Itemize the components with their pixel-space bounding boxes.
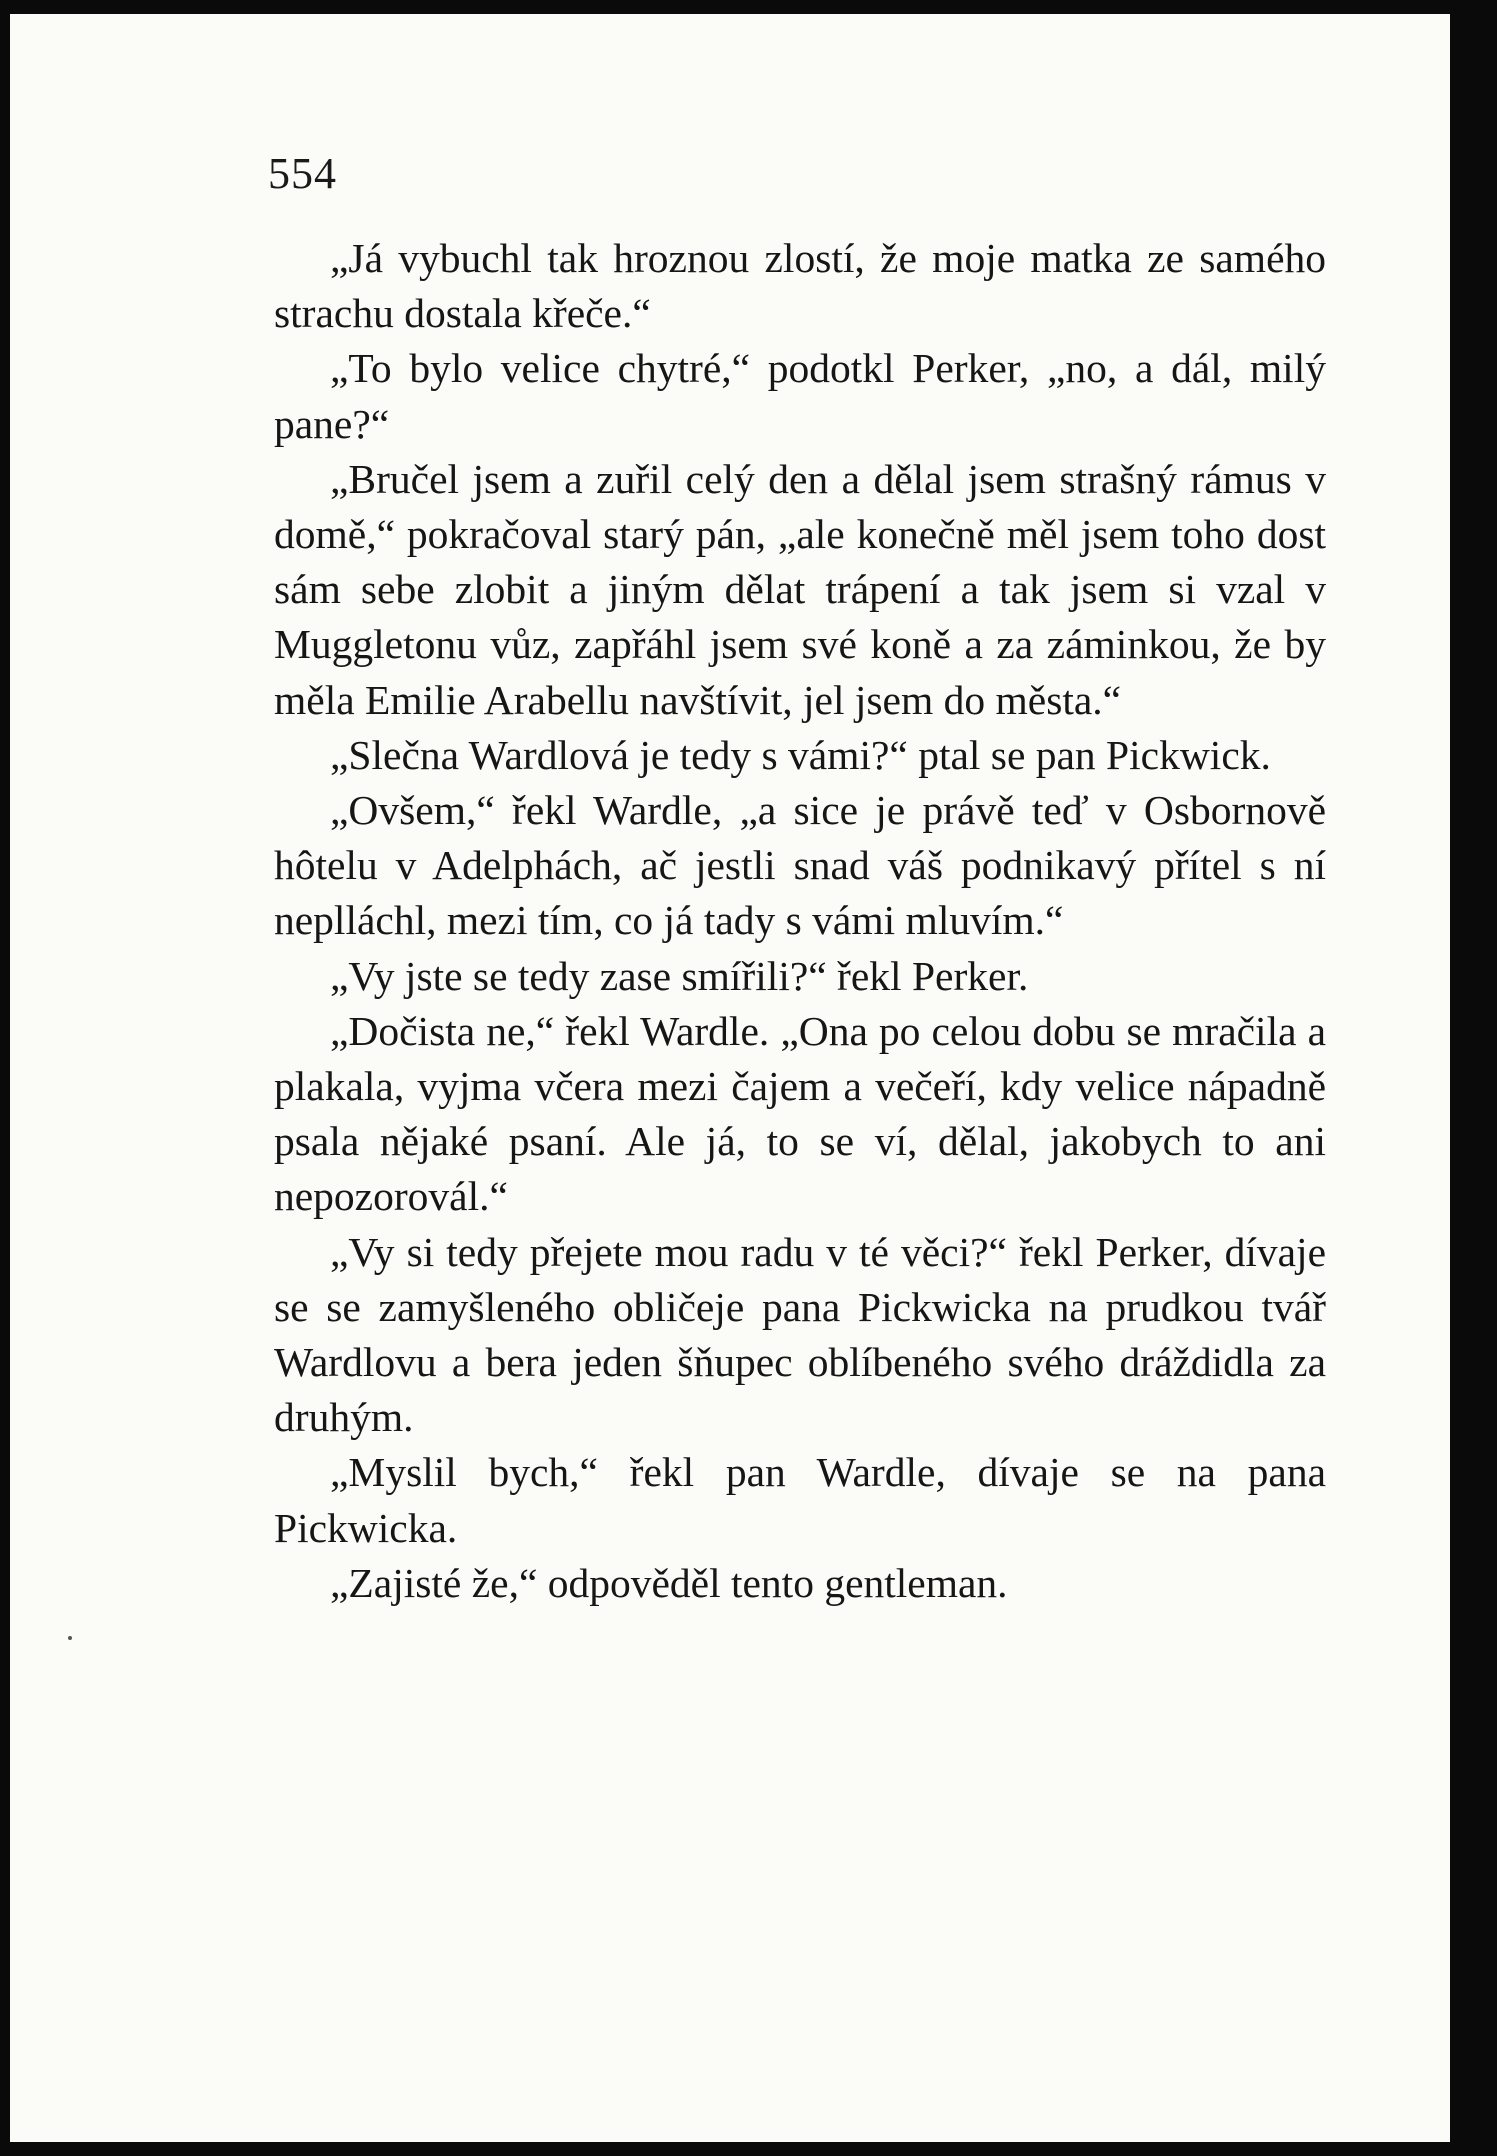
page-text (274, 231, 1326, 1611)
paragraph: „Vy jste se tedy zase smířili?“ řekl Perker. (330, 952, 1029, 999)
paragraph: „Zajisté že,“ odpověděl tento gentleman. (330, 1559, 1008, 1606)
paragraph: „Vy si tedy přejete mou radu v té věci?“ řekl Perker, dívaje se se zamyšleného obličeje pana Pickwicka na prudkou tvář Wardlovu a bera jeden šňupec oblíbeného svého dráždidla za druhým. (274, 1228, 1326, 1441)
book-page (10, 14, 1450, 2142)
paragraph: „Myslil bych,“ řekl pan Wardle, dívaje se na pana Pickwicka. (274, 1449, 1326, 1551)
paragraph: „Já vybuchl tak hroznou zlostí, že moje matka ze samého strachu dostala křeče.“ (274, 235, 1326, 337)
paragraph: „Ovšem,“ řekl Wardle, „a sice je právě teď v Osbornově hôtelu v Adelphách, ač jestli snad váš podnikavý přítel s ní neplláchl, mezi tím, co já tady s vámi mluvím.“ (274, 787, 1326, 944)
paragraph: „Bručel jsem a zuřil celý den a dělal jsem strašný rámus v domě,“ pokračoval starý pán, „ale konečně měl jsem toho dost sám sebe zlobit a jiným dělat trápení a tak jsem si vzal v Muggletonu vůz, zapřáhl jsem své koně a za záminkou, že by měla Emilie Arabellu navštívit, jel jsem do města.“ (274, 455, 1326, 723)
scan-speck (68, 1636, 72, 1640)
page-number: 554 (268, 149, 337, 198)
paragraph: „Dočista ne,“ řekl Wardle. „Ona po celou dobu se mračila a plakala, vyjma včera mezi čajem a večeří, kdy velice nápadně psala nějaké psaní. Ale já, to se ví, dělal, jakobych to ani nepozorovál.“ (274, 1007, 1326, 1220)
paragraph: „To bylo velice chytré,“ podotkl Perker, „no, a dál, milý pane?“ (274, 345, 1326, 447)
paragraph: „Slečna Wardlová je tedy s vámi?“ ptal se pan Pickwick. (330, 731, 1271, 778)
